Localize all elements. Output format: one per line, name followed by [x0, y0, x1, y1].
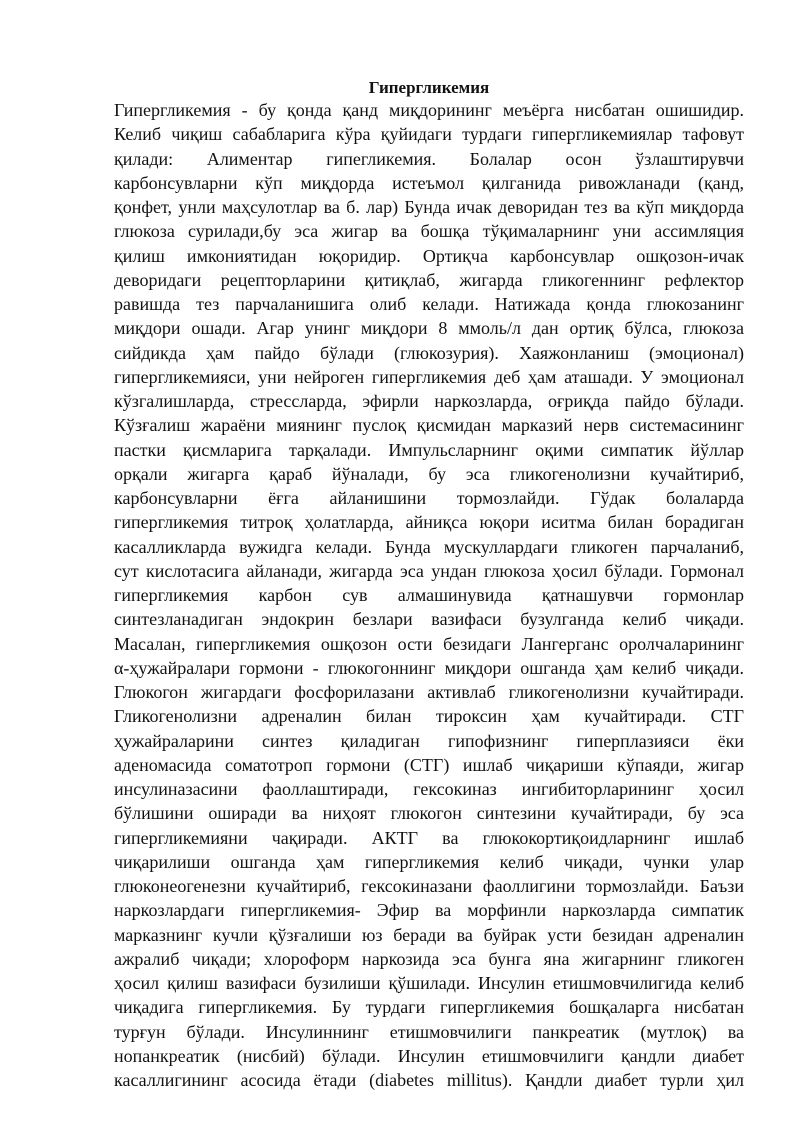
body-line: кўзгалишларда, стрессларда, эфирли наркозларда, оғриқда пайдо бўлади. [114, 391, 744, 411]
body-line: миқдори ошади. Агар унинг миқдори 8 ммоль/л дан ортиқ бўлса, глюкоза [114, 318, 744, 339]
body-line: қонфет, унли маҳсулотлар ва б. лар) Бунда ичак деворидан тез ва кўп миқдорда [114, 197, 744, 217]
body-line: карбонсувларни кўп миқдорда истеъмол қилганида ривожланади (қанд, [114, 172, 744, 193]
body-line: Гликогенолизни адреналин билан тироксин ҳам кучайтиради. СТГ [114, 706, 744, 727]
body-line: Глюкогон жигардаги фосфорилазани активлаб гликогенолизни кучайтиради. [114, 682, 744, 702]
body-line: синтезланадиган эндокрин безлари вазифаси бузулганда келиб чиқади. [114, 609, 744, 630]
body-line: глюконеогенезни кучайтириб, гексокиназани фаоллигини тормозлайди. Баъзи [114, 876, 744, 896]
body-line: ҳосил қилиш вазифаси бузилиши қўшилади. Инсулин етишмовчилигида келиб [114, 973, 744, 993]
body-line: гипергликемия титроқ ҳолатларда, айниқса юқори иситма билан борадиган [114, 512, 744, 533]
body-line: чиқарилиши ошганда ҳам гипергликемия келиб чиқади, чунки улар [114, 851, 744, 872]
body-line: касаллигининг асосида ётади (diabetes millitus). Қандли диабет турли ҳил [114, 1070, 744, 1090]
body-line: инсулиназасини фаоллаштиради, гексокиназ ингибиторларининг ҳосил [114, 779, 744, 799]
body-line: глюкоза сурилади,бу эса жигар ва бошқа тўқималарнинг уни ассимляция [114, 221, 744, 242]
body-line: касалликларда вужидга келади. Бунда мускуллардаги гликоген парчаланиб, [114, 536, 744, 557]
body-line: гипергликемияси, уни нейроген гипергликемия деб ҳам аташади. У эмоционал [114, 366, 744, 387]
body-line: сийдикда ҳам пайдо бўлади (глюкозурия). Хаяжонланиш (эмоционал) [114, 342, 744, 363]
document-page [114, 78, 744, 1092]
body-line: деворидаги рецепторларини қитиқлаб, жигарда гликогеннинг рефлектор [114, 269, 744, 290]
document-title: Гипергликемия [368, 78, 490, 97]
body-line: Келиб чиқиш сабабларига кўра қуйидаги турдаги гипергликемиялар тафовут [114, 124, 744, 145]
body-line: қилиш имкониятидан юқоридир. Ортиқча карбонсувлар ошқозон-ичак [114, 245, 744, 266]
body-line: ажралиб чиқади; хлороформ наркозида эса бунга яна жигарнинг гликоген [114, 948, 744, 969]
body-line: нопанкреатик (нисбий) бўлади. Инсулин етишмовчилиги қандли диабет [114, 1045, 744, 1066]
body-line: марказнинг кучли қўзғалиши юз беради ва буйрак усти безидан адреналин [114, 924, 744, 945]
body-line: Гипергликемия - бу қонда қанд миқдорининг меъёрга нисбатан ошишидир. [114, 100, 744, 120]
body-line: ҳужайраларини синтез қиладиган гипофизнинг гиперплазияси ёки [114, 730, 744, 751]
body-line: пастки қисмларига тарқалади. Импульсларнинг оқими симпатик йўллар [114, 439, 744, 460]
body-line: наркозлардаги гипергликемия- Эфир ва морфинли наркозларда симпатик [114, 900, 744, 921]
body-line: карбонсувларни ёғга айланишини тормозлайди. Гўдак болаларда [114, 488, 744, 508]
body-line: Масалан, гипергликемия ошқозон ости безидаги Лангерганс оролчаларининг [114, 633, 744, 654]
body-line: α-ҳужайралари гормони - глюкогоннинг миқдори ошганда ҳам келиб чиқади. [114, 657, 744, 678]
body-line: Кўзғалиш жараёни миянинг пуслоқ қисмидан марказий нерв системасининг [114, 415, 744, 436]
body-line: орқали жигарга қараб йўналади, бу эса гликогенолизни кучайтириб, [114, 463, 744, 484]
body-line: турғун бўлади. Инсулиннинг етишмовчилиги панкреатик (мутлоқ) ва [114, 1021, 744, 1042]
body-line: қилади: Алиментар гипегликемия. Болалар осон ўзлаштирувчи [114, 148, 744, 169]
body-line: аденомасида соматотроп гормони (СТГ) ишлаб чиқариши кўпаяди, жигар [114, 754, 744, 775]
body-line: сут кислотасига айланади, жигарда эса ундан глюкоза ҳосил бўлади. Гормонал [114, 560, 744, 581]
body-line: равишда тез парчаланишига олиб келади. Натижада қонда глюкозанинг [114, 294, 744, 314]
body-line: чиқадига гипергликемия. Бу турдаги гипергликемия бошқаларга нисбатан [114, 997, 744, 1018]
document-body [114, 98, 744, 1092]
body-line: бўлишини оширади ва ниҳоят глюкогон синтезини кучайтиради, бу эса [114, 803, 744, 824]
body-line: гипергликемия карбон сув алмашинувида қатнашувчи гормонлар [114, 585, 744, 605]
body-line: гипергликемияни чақиради. АКТГ ва глюкокортиқоидларнинг ишлаб [114, 827, 744, 848]
